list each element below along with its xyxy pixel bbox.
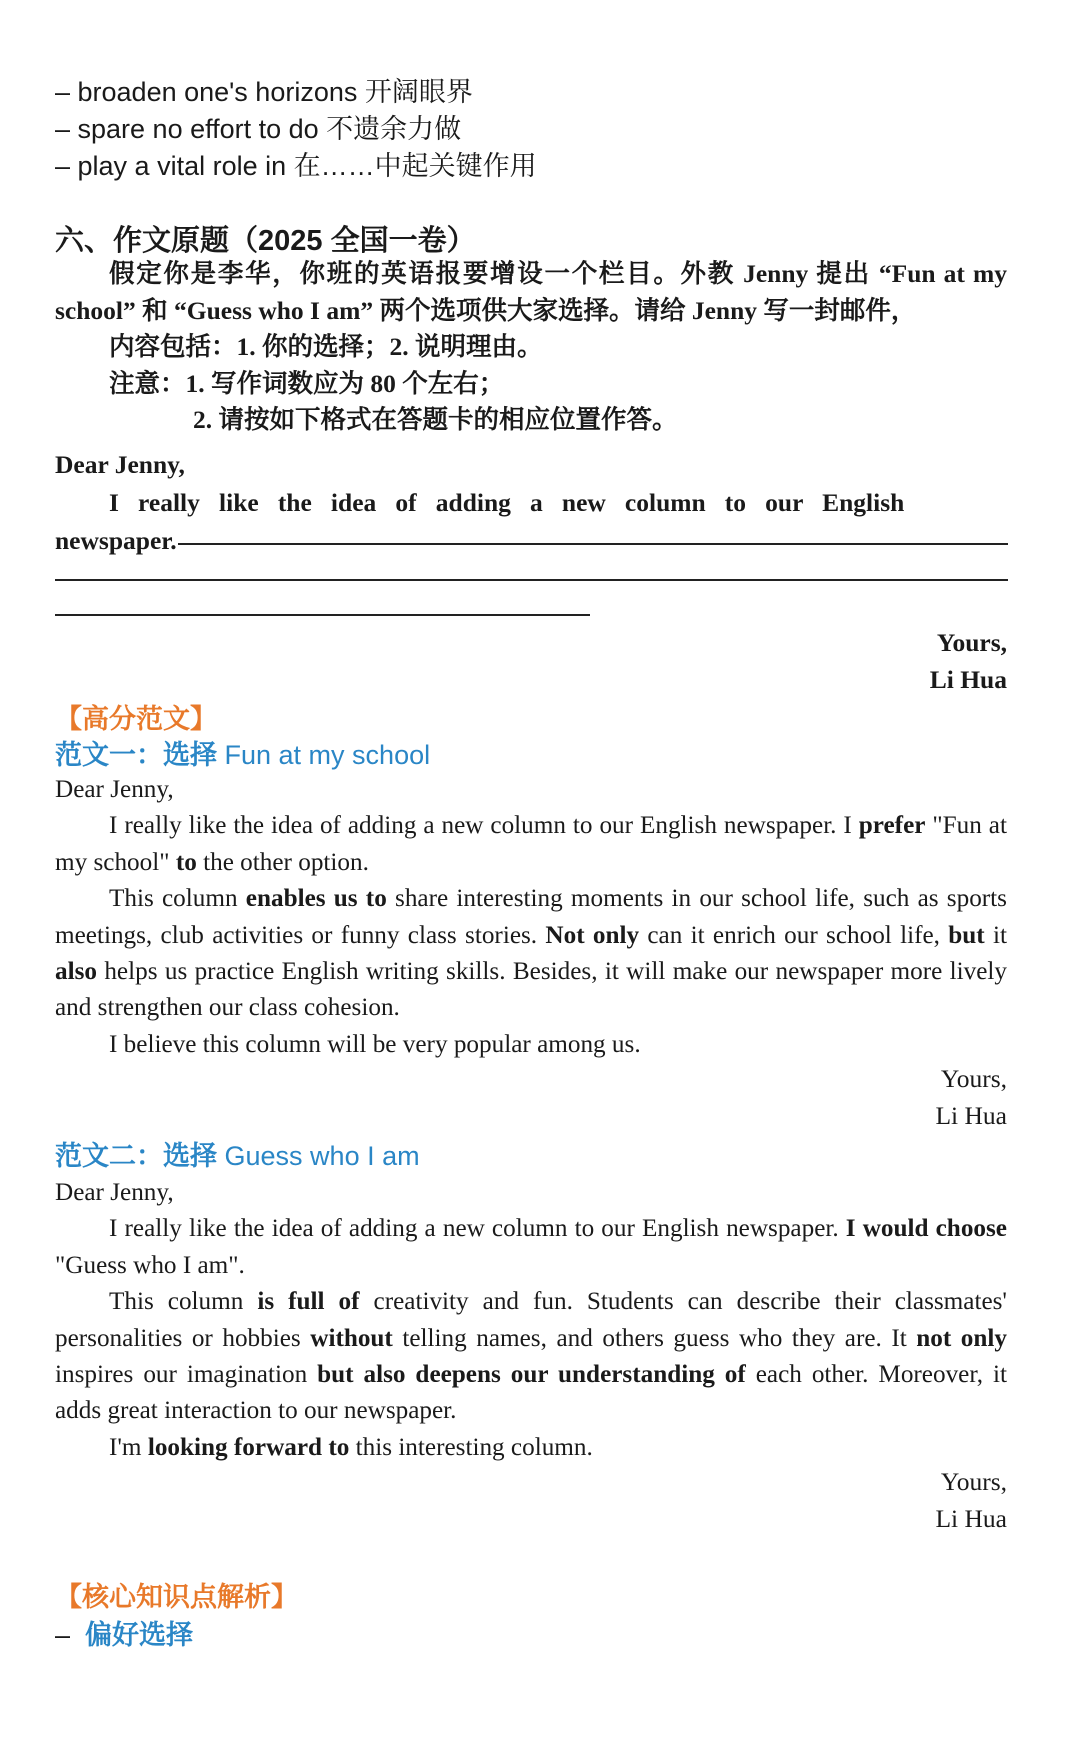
phrase-line: – spare no effort to do 不遗余力做 [55, 114, 462, 144]
key-phrase: is full of [257, 1288, 360, 1316]
key-phrase: Not only [545, 921, 640, 949]
key-phrase: without [310, 1324, 393, 1352]
phrase-line: – play a vital role in 在……中起关键作用 [55, 151, 537, 181]
sample-1-salutation: Dear Jenny, [55, 776, 174, 803]
key-phrase: to [175, 848, 197, 876]
text-run: This column [109, 1288, 258, 1316]
text-run: "Guess who I am". [55, 1251, 245, 1279]
question-prompt [55, 256, 1007, 439]
key-phrase: not only [916, 1324, 1007, 1352]
key-phrase: but [948, 921, 985, 949]
text-run: I really like the idea of adding a new column to our English newspaper. I [109, 812, 859, 840]
text-run: the other option. [196, 848, 369, 876]
sample-2-title [55, 1134, 420, 1173]
sample-2-letter [55, 1175, 1007, 1466]
sample-1-choice: Fun at my school [224, 740, 431, 770]
key-phrase: but also deepens our understanding of [317, 1361, 746, 1389]
text-run: telling names, and others guess who they are. It [392, 1324, 917, 1352]
sample-2-closing: Yours, [940, 1467, 1007, 1496]
writing-line [55, 614, 590, 616]
sample-2-paragraph-3 [55, 1430, 1007, 1466]
prompt-note-1: 注意：1. 写作词数应为 80 个左右； [109, 368, 505, 398]
text-run: This column [109, 885, 246, 913]
core-item-text: 偏好选择 [85, 1620, 194, 1650]
text-run: can it enrich our school life, [639, 921, 949, 949]
prompt-paragraph: 假定你是李华，你班的英语报要增设一个栏目。外教 Jenny 提出 “Fun at my school” 和 “Guess who I am” 两个选项供大家选择。请给 Jenny 写一封邮件， [55, 259, 1007, 325]
text-run: share interesting moments in our school life, such as sports meetings, club activities or funny class stories. [55, 885, 1007, 949]
text-run: "Fun at my school" [55, 812, 1007, 876]
section-heading-core: 【核心知识点解析】 [55, 1582, 298, 1612]
template-salutation: Dear Jenny, [55, 450, 185, 479]
sample-2-paragraph-1 [55, 1211, 1007, 1284]
dash-marker: – [55, 1620, 71, 1650]
text-run: helps us practice English writing skills. Besides, it will make our newspaper more lively and strengthen our class cohesion. [55, 958, 1007, 1022]
writing-line [55, 579, 1008, 581]
sample-1-choice-word: 选择 [163, 740, 217, 770]
key-phrase: enables us to [245, 885, 387, 913]
key-phrase: prefer [858, 812, 926, 840]
sample-1-paragraph-1 [55, 808, 1007, 881]
question-title: 六、作文原题（2025 全国一卷） [55, 225, 476, 257]
sample-1-letter [55, 772, 1007, 1063]
section-heading-samples: 【高分范文】 [55, 704, 217, 734]
sample-2-paragraph-2 [55, 1284, 1007, 1430]
key-phrase: I would choose [845, 1215, 1007, 1243]
sample-1-signature: Li Hua [935, 1101, 1007, 1130]
text-run: each other. Moreover, it adds great interaction to our newspaper. [55, 1361, 1007, 1425]
text-run: creativity and fun. Students can describe their classmates' personalities or hobbies [55, 1288, 1007, 1352]
sample-1-paragraph-3: I believe this column will be very popular among us. [109, 1030, 641, 1058]
sample-2-signoff [935, 1463, 1007, 1537]
sample-2-label: 范文二： [55, 1141, 163, 1171]
template-opening-line: I really like the idea of adding a new column to our English [109, 488, 905, 517]
sample-1-label: 范文一： [55, 740, 163, 770]
sample-2-choice-word: 选择 [163, 1141, 217, 1171]
key-phrase: also [55, 958, 97, 986]
phrase-line: – broaden one's horizons 开阔眼界 [55, 77, 473, 107]
sample-2-signature: Li Hua [935, 1504, 1007, 1533]
text-run: it [984, 921, 1007, 949]
prompt-content-line: 内容包括：1. 你的选择；2. 说明理由。 [109, 332, 543, 362]
text-run: I'm [109, 1433, 148, 1461]
sample-2-salutation: Dear Jenny, [55, 1179, 174, 1206]
template-opening-line-end: newspaper. [55, 526, 177, 555]
sample-1-title [55, 733, 430, 772]
core-item [55, 1613, 193, 1652]
template-signoff [930, 624, 1007, 698]
sample-1-paragraph-2 [55, 881, 1007, 1027]
sample-1-closing: Yours, [940, 1064, 1007, 1093]
template-closing: Yours, [936, 628, 1007, 657]
sample-1-signoff [935, 1060, 1007, 1134]
sample-2-choice: Guess who I am [224, 1141, 420, 1171]
writing-line [178, 543, 1008, 545]
prompt-note-2: 2. 请按如下格式在答题卡的相应位置作答。 [193, 405, 678, 435]
text-run: this interesting column. [349, 1433, 593, 1461]
text-run: I really like the idea of adding a new column to our English newspaper. [109, 1215, 846, 1243]
template-signature: Li Hua [929, 665, 1007, 694]
key-phrase: looking forward to [147, 1433, 350, 1461]
text-run: inspires our imagination [55, 1361, 318, 1389]
